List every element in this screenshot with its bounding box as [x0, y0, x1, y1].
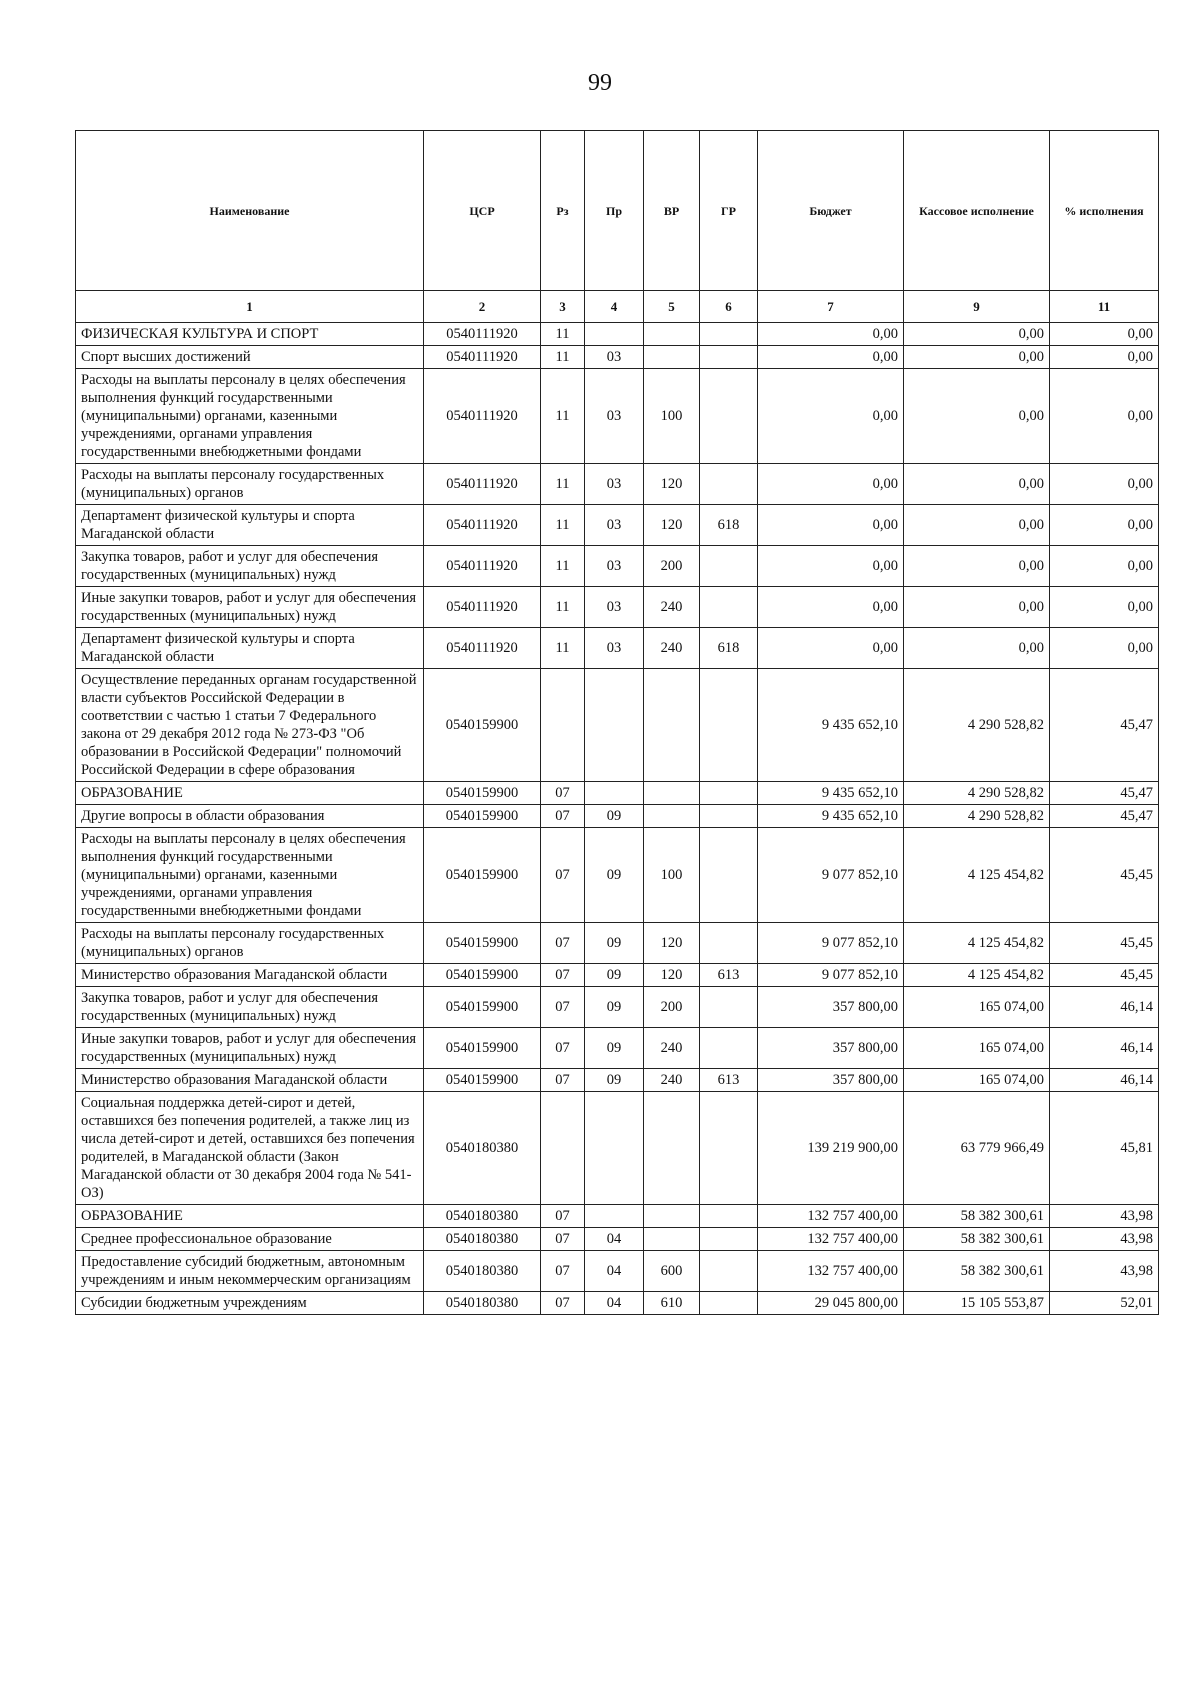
header-gr: ГР: [700, 131, 758, 291]
row-rz: 07: [541, 828, 585, 923]
row-budget: 357 800,00: [758, 1028, 904, 1069]
row-cash: 165 074,00: [904, 1028, 1050, 1069]
row-gr: [700, 1205, 758, 1228]
row-vr: [644, 782, 700, 805]
row-budget: 9 077 852,10: [758, 964, 904, 987]
row-name: Социальная поддержка детей-сирот и детей, оставшихся без попечения родителей, а также лиц из числа детей-сирот и детей, оставшихся без попечения родителей, в Магаданской области (Закон Магаданской области от 30 декабря 2004 года № 541-ОЗ): [76, 1092, 424, 1205]
table-row: [76, 782, 1159, 805]
row-csr: 0540111920: [424, 587, 541, 628]
row-cash: 4 290 528,82: [904, 805, 1050, 828]
row-budget: 0,00: [758, 587, 904, 628]
row-cash: 0,00: [904, 628, 1050, 669]
row-percent: 45,81: [1050, 1092, 1159, 1205]
row-gr: [700, 1228, 758, 1251]
row-gr: [700, 323, 758, 346]
row-vr: 100: [644, 828, 700, 923]
table-row: [76, 323, 1159, 346]
row-name: ФИЗИЧЕСКАЯ КУЛЬТУРА И СПОРТ: [76, 323, 424, 346]
row-budget: 357 800,00: [758, 987, 904, 1028]
row-gr: [700, 369, 758, 464]
row-rz: 07: [541, 987, 585, 1028]
header-rz: Рз: [541, 131, 585, 291]
row-budget: 9 435 652,10: [758, 805, 904, 828]
row-percent: 0,00: [1050, 346, 1159, 369]
row-percent: 46,14: [1050, 1069, 1159, 1092]
header-pr: Пр: [585, 131, 644, 291]
row-cash: 0,00: [904, 369, 1050, 464]
row-gr: [700, 546, 758, 587]
row-csr: 0540111920: [424, 323, 541, 346]
row-csr: 0540111920: [424, 369, 541, 464]
row-gr: [700, 1251, 758, 1292]
row-rz: 11: [541, 628, 585, 669]
row-rz: 11: [541, 587, 585, 628]
row-vr: 240: [644, 628, 700, 669]
table-row: [76, 1205, 1159, 1228]
row-percent: 43,98: [1050, 1251, 1159, 1292]
row-rz: 11: [541, 369, 585, 464]
row-name: Закупка товаров, работ и услуг для обеспечения государственных (муниципальных) нужд: [76, 987, 424, 1028]
row-name: Расходы на выплаты персоналу в целях обеспечения выполнения функций государственными (муниципальными) органами, казенными учреждениями, органами управления государственными внебюджетными фондами: [76, 828, 424, 923]
row-percent: 0,00: [1050, 464, 1159, 505]
row-csr: 0540180380: [424, 1292, 541, 1315]
row-name: Среднее профессиональное образование: [76, 1228, 424, 1251]
row-cash: 0,00: [904, 505, 1050, 546]
row-pr: 03: [585, 628, 644, 669]
row-vr: 240: [644, 1069, 700, 1092]
table-row: [76, 669, 1159, 782]
column-number: 6: [700, 291, 758, 323]
row-pr: 09: [585, 1069, 644, 1092]
table-row: [76, 805, 1159, 828]
row-rz: 11: [541, 323, 585, 346]
row-budget: 9 077 852,10: [758, 828, 904, 923]
row-name: Расходы на выплаты персоналу государственных (муниципальных) органов: [76, 923, 424, 964]
column-number: 7: [758, 291, 904, 323]
row-name: Расходы на выплаты персоналу государственных (муниципальных) органов: [76, 464, 424, 505]
row-vr: [644, 323, 700, 346]
row-csr: 0540159900: [424, 782, 541, 805]
row-pr: 03: [585, 346, 644, 369]
row-name: Министерство образования Магаданской области: [76, 964, 424, 987]
row-percent: 0,00: [1050, 628, 1159, 669]
row-pr: [585, 782, 644, 805]
row-vr: [644, 1205, 700, 1228]
row-cash: 4 290 528,82: [904, 782, 1050, 805]
column-number: 11: [1050, 291, 1159, 323]
row-cash: 15 105 553,87: [904, 1292, 1050, 1315]
row-csr: 0540180380: [424, 1205, 541, 1228]
row-percent: 0,00: [1050, 546, 1159, 587]
row-gr: [700, 805, 758, 828]
row-vr: 120: [644, 923, 700, 964]
row-cash: 165 074,00: [904, 987, 1050, 1028]
row-percent: 45,45: [1050, 828, 1159, 923]
row-pr: 04: [585, 1292, 644, 1315]
row-csr: 0540159900: [424, 987, 541, 1028]
row-rz: 07: [541, 923, 585, 964]
row-vr: 240: [644, 1028, 700, 1069]
row-gr: [700, 669, 758, 782]
row-gr: [700, 987, 758, 1028]
row-percent: 0,00: [1050, 505, 1159, 546]
row-cash: 0,00: [904, 346, 1050, 369]
row-name: ОБРАЗОВАНИЕ: [76, 782, 424, 805]
table-row: [76, 587, 1159, 628]
row-budget: 9 435 652,10: [758, 782, 904, 805]
row-gr: [700, 782, 758, 805]
row-budget: 0,00: [758, 464, 904, 505]
budget-execution-table: [75, 130, 1159, 1315]
row-vr: 610: [644, 1292, 700, 1315]
table-row: [76, 505, 1159, 546]
row-vr: 120: [644, 964, 700, 987]
row-vr: [644, 1228, 700, 1251]
row-percent: 45,45: [1050, 923, 1159, 964]
row-budget: 9 435 652,10: [758, 669, 904, 782]
column-number: 4: [585, 291, 644, 323]
header-percent-execution: % исполнения: [1050, 131, 1159, 291]
column-number: 3: [541, 291, 585, 323]
row-pr: 03: [585, 505, 644, 546]
row-pr: 09: [585, 828, 644, 923]
row-name: Спорт высших достижений: [76, 346, 424, 369]
row-percent: 43,98: [1050, 1228, 1159, 1251]
row-budget: 0,00: [758, 628, 904, 669]
row-cash: 165 074,00: [904, 1069, 1050, 1092]
row-rz: [541, 1092, 585, 1205]
header-name: Наименование: [76, 131, 424, 291]
row-gr: [700, 1292, 758, 1315]
row-percent: 52,01: [1050, 1292, 1159, 1315]
row-name: Закупка товаров, работ и услуг для обеспечения государственных (муниципальных) нужд: [76, 546, 424, 587]
row-rz: 07: [541, 1228, 585, 1251]
row-cash: 58 382 300,61: [904, 1205, 1050, 1228]
row-rz: 11: [541, 346, 585, 369]
row-vr: 200: [644, 987, 700, 1028]
row-csr: 0540180380: [424, 1228, 541, 1251]
row-pr: 09: [585, 923, 644, 964]
row-rz: 11: [541, 505, 585, 546]
row-cash: 0,00: [904, 587, 1050, 628]
table-row: [76, 828, 1159, 923]
row-name: Министерство образования Магаданской области: [76, 1069, 424, 1092]
row-vr: [644, 1092, 700, 1205]
row-rz: 07: [541, 1251, 585, 1292]
row-percent: 46,14: [1050, 987, 1159, 1028]
table-row: [76, 1251, 1159, 1292]
row-csr: 0540159900: [424, 1069, 541, 1092]
row-rz: 07: [541, 1028, 585, 1069]
row-budget: 139 219 900,00: [758, 1092, 904, 1205]
row-gr: [700, 1092, 758, 1205]
table-row: [76, 369, 1159, 464]
row-rz: [541, 669, 585, 782]
row-pr: 03: [585, 464, 644, 505]
row-gr: 618: [700, 505, 758, 546]
row-percent: 45,47: [1050, 782, 1159, 805]
row-csr: 0540111920: [424, 346, 541, 369]
row-vr: 120: [644, 505, 700, 546]
row-gr: [700, 1028, 758, 1069]
row-budget: 0,00: [758, 505, 904, 546]
row-pr: 03: [585, 369, 644, 464]
row-gr: [700, 587, 758, 628]
row-name: Департамент физической культуры и спорта Магаданской области: [76, 628, 424, 669]
row-vr: 240: [644, 587, 700, 628]
row-budget: 132 757 400,00: [758, 1205, 904, 1228]
row-csr: 0540111920: [424, 546, 541, 587]
row-vr: 600: [644, 1251, 700, 1292]
row-rz: 07: [541, 1069, 585, 1092]
row-pr: 03: [585, 546, 644, 587]
row-budget: 0,00: [758, 346, 904, 369]
row-cash: 63 779 966,49: [904, 1092, 1050, 1205]
row-cash: 0,00: [904, 464, 1050, 505]
row-name: Предоставление субсидий бюджетным, автономным учреждениям и иным некоммерческим организациям: [76, 1251, 424, 1292]
row-percent: 45,47: [1050, 805, 1159, 828]
table-row: [76, 1292, 1159, 1315]
column-number: 9: [904, 291, 1050, 323]
table-row: [76, 1092, 1159, 1205]
row-percent: 46,14: [1050, 1028, 1159, 1069]
row-name: Осуществление переданных органам государственной власти субъектов Российской Федерации в соответствии с частью 1 статьи 7 Федерального закона от 29 декабря 2012 года № 273-ФЗ "Об образовании в Российской Федерации" полномочий Российской Федерации в сфере образования: [76, 669, 424, 782]
row-gr: 618: [700, 628, 758, 669]
row-cash: 4 290 528,82: [904, 669, 1050, 782]
row-cash: 4 125 454,82: [904, 964, 1050, 987]
row-pr: 09: [585, 964, 644, 987]
row-csr: 0540159900: [424, 805, 541, 828]
header-vr: ВР: [644, 131, 700, 291]
row-gr: 613: [700, 1069, 758, 1092]
row-pr: 09: [585, 805, 644, 828]
table-row: [76, 964, 1159, 987]
row-pr: [585, 1092, 644, 1205]
row-csr: 0540111920: [424, 628, 541, 669]
row-cash: 0,00: [904, 323, 1050, 346]
table-row: [76, 923, 1159, 964]
row-name: Иные закупки товаров, работ и услуг для обеспечения государственных (муниципальных) нужд: [76, 587, 424, 628]
row-pr: 09: [585, 1028, 644, 1069]
row-vr: [644, 669, 700, 782]
row-gr: [700, 828, 758, 923]
row-name: ОБРАЗОВАНИЕ: [76, 1205, 424, 1228]
row-budget: 357 800,00: [758, 1069, 904, 1092]
row-pr: 04: [585, 1228, 644, 1251]
row-csr: 0540159900: [424, 1028, 541, 1069]
column-number-row: [76, 291, 1159, 323]
row-csr: 0540159900: [424, 828, 541, 923]
row-budget: 29 045 800,00: [758, 1292, 904, 1315]
row-name: Департамент физической культуры и спорта Магаданской области: [76, 505, 424, 546]
row-budget: 132 757 400,00: [758, 1251, 904, 1292]
row-pr: 03: [585, 587, 644, 628]
column-number: 2: [424, 291, 541, 323]
column-number: 1: [76, 291, 424, 323]
table-row: [76, 1069, 1159, 1092]
row-pr: [585, 323, 644, 346]
row-pr: 09: [585, 987, 644, 1028]
row-vr: 200: [644, 546, 700, 587]
table-row: [76, 464, 1159, 505]
row-cash: 4 125 454,82: [904, 828, 1050, 923]
row-gr: [700, 464, 758, 505]
row-gr: 613: [700, 964, 758, 987]
table-row: [76, 546, 1159, 587]
row-pr: [585, 1205, 644, 1228]
row-rz: 07: [541, 1292, 585, 1315]
row-rz: 07: [541, 964, 585, 987]
row-csr: 0540159900: [424, 669, 541, 782]
row-vr: [644, 346, 700, 369]
row-csr: 0540180380: [424, 1251, 541, 1292]
row-gr: [700, 346, 758, 369]
row-csr: 0540111920: [424, 505, 541, 546]
row-rz: 07: [541, 1205, 585, 1228]
table-row: [76, 1028, 1159, 1069]
row-vr: [644, 805, 700, 828]
table-row: [76, 628, 1159, 669]
table-header-row: [76, 131, 1159, 291]
row-rz: 11: [541, 546, 585, 587]
row-rz: 07: [541, 782, 585, 805]
row-budget: 0,00: [758, 369, 904, 464]
row-budget: 0,00: [758, 546, 904, 587]
row-budget: 0,00: [758, 323, 904, 346]
row-cash: 58 382 300,61: [904, 1251, 1050, 1292]
row-vr: 120: [644, 464, 700, 505]
row-pr: [585, 669, 644, 782]
row-name: Иные закупки товаров, работ и услуг для обеспечения государственных (муниципальных) нужд: [76, 1028, 424, 1069]
row-csr: 0540180380: [424, 1092, 541, 1205]
row-percent: 45,45: [1050, 964, 1159, 987]
row-csr: 0540159900: [424, 964, 541, 987]
row-percent: 43,98: [1050, 1205, 1159, 1228]
row-rz: 11: [541, 464, 585, 505]
row-name: Расходы на выплаты персоналу в целях обеспечения выполнения функций государственными (муниципальными) органами, казенными учреждениями, органами управления государственными внебюджетными фондами: [76, 369, 424, 464]
page-number: 99: [588, 70, 612, 96]
row-percent: 0,00: [1050, 369, 1159, 464]
row-name: Другие вопросы в области образования: [76, 805, 424, 828]
table-row: [76, 1228, 1159, 1251]
row-name: Субсидии бюджетным учреждениям: [76, 1292, 424, 1315]
row-percent: 45,47: [1050, 669, 1159, 782]
row-cash: 4 125 454,82: [904, 923, 1050, 964]
table-row: [76, 346, 1159, 369]
row-cash: 0,00: [904, 546, 1050, 587]
header-budget: Бюджет: [758, 131, 904, 291]
row-vr: 100: [644, 369, 700, 464]
row-rz: 07: [541, 805, 585, 828]
row-pr: 04: [585, 1251, 644, 1292]
row-csr: 0540159900: [424, 923, 541, 964]
row-csr: 0540111920: [424, 464, 541, 505]
row-budget: 132 757 400,00: [758, 1228, 904, 1251]
row-budget: 9 077 852,10: [758, 923, 904, 964]
row-gr: [700, 923, 758, 964]
row-percent: 0,00: [1050, 587, 1159, 628]
row-percent: 0,00: [1050, 323, 1159, 346]
column-number: 5: [644, 291, 700, 323]
table-row: [76, 987, 1159, 1028]
header-cash-execution: Кассовое исполнение: [904, 131, 1050, 291]
header-csr: ЦСР: [424, 131, 541, 291]
row-cash: 58 382 300,61: [904, 1228, 1050, 1251]
